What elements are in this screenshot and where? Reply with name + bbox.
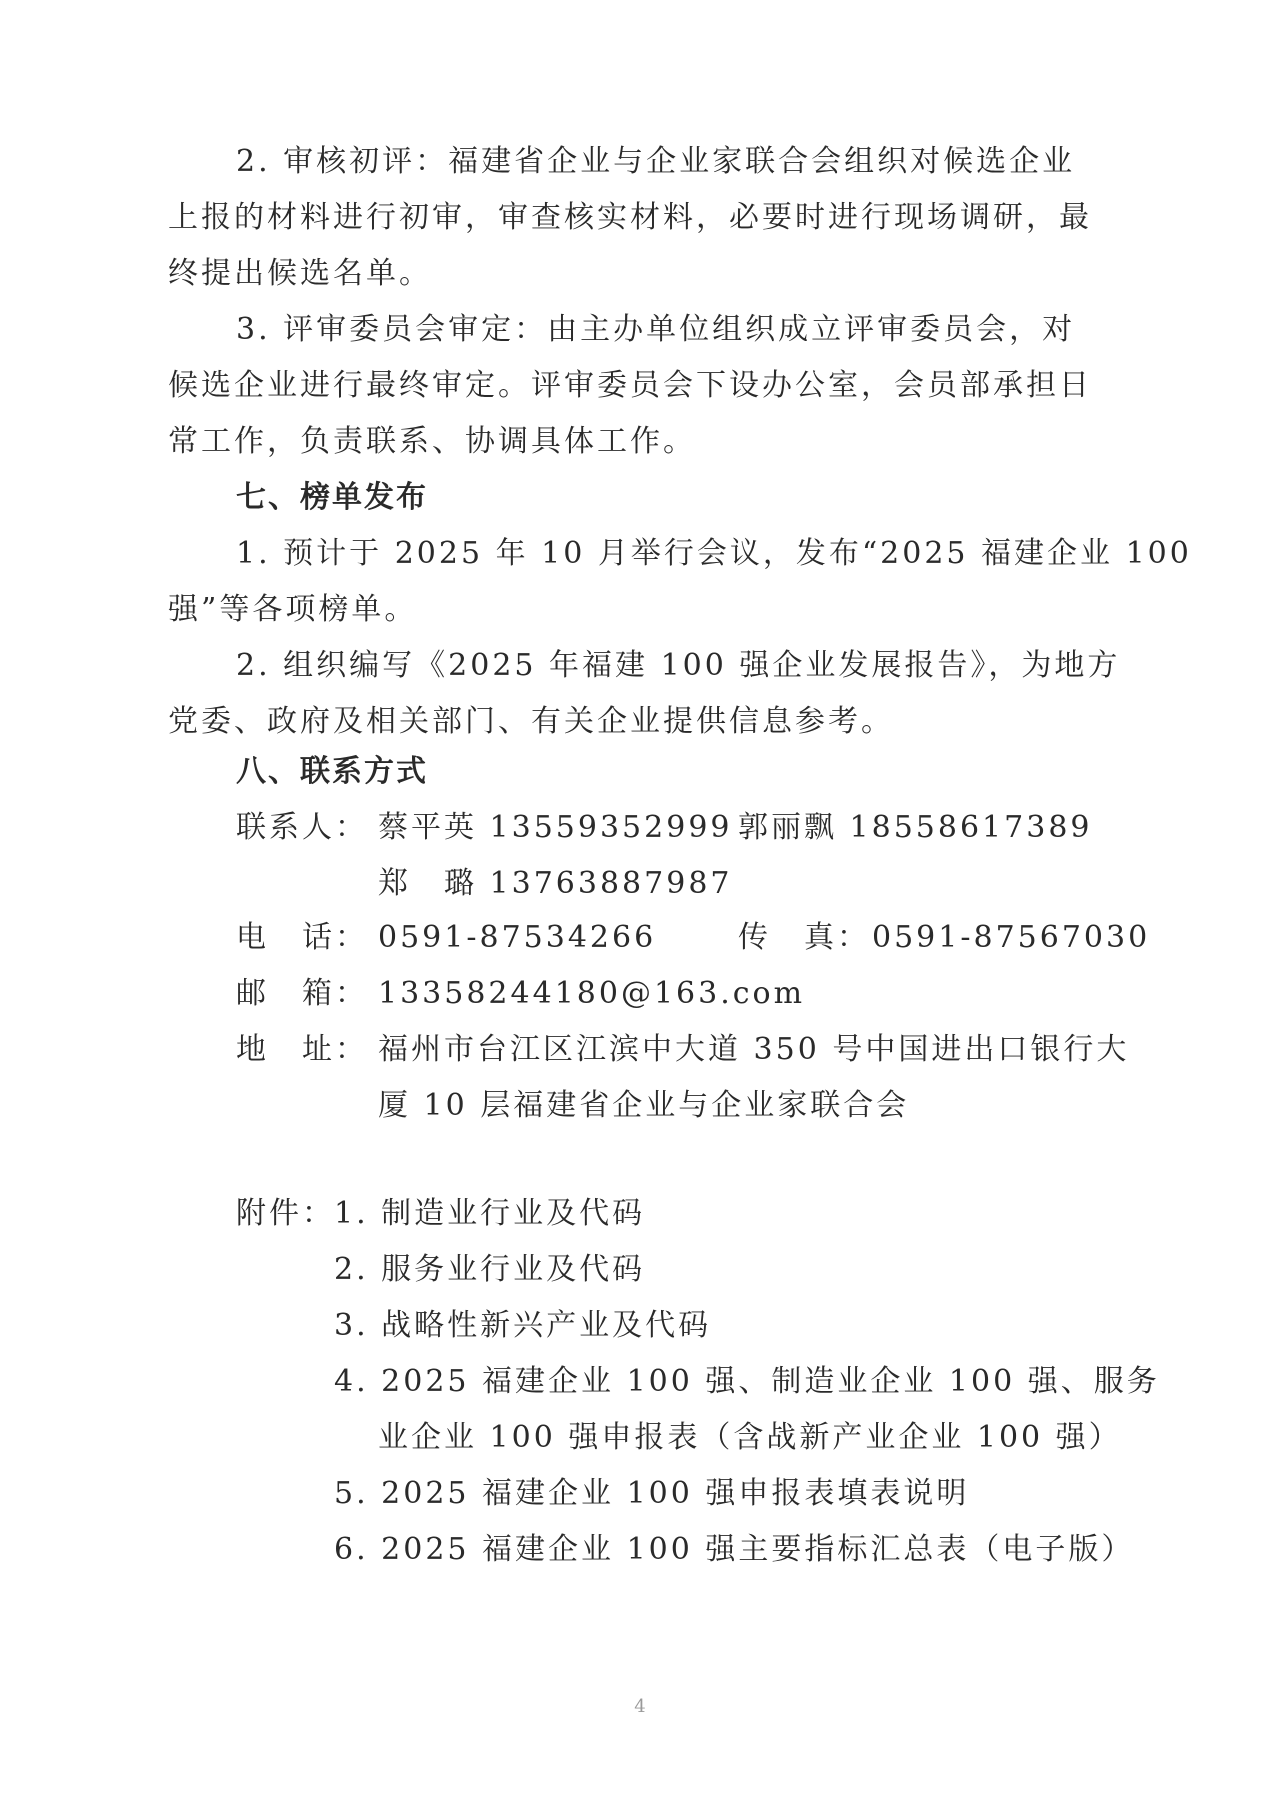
contact-person-1: 蔡平英 13559352999 [378, 810, 733, 845]
address-line-2: 厦 10 层福建省企业与企业家联合会 [378, 1088, 910, 1123]
release-item-1-line-2: 强”等各项榜单。 [168, 592, 418, 627]
email-label: 邮 箱： [236, 976, 368, 1011]
phone-label: 电 话： [236, 920, 368, 955]
attachments-label: 附件： [236, 1196, 335, 1231]
release-item-2-line-1: 2. 组织编写《2025 年福建 100 强企业发展报告》，为地方 [236, 648, 1121, 683]
review-item-2-line-2: 上报的材料进行初审，审查核实材料，必要时进行现场调研，最 [168, 200, 1092, 235]
review-item-3-line-2: 候选企业进行最终审定。评审委员会下设办公室，会员部承担日 [168, 368, 1092, 403]
contact-person-2: 郭丽飘 18558617389 [738, 810, 1093, 845]
release-item-2-line-2: 党委、政府及相关部门、有关企业提供信息参考。 [168, 704, 894, 739]
attachment-item: 2. 服务业行业及代码 [334, 1252, 646, 1287]
page-number: 4 [634, 1696, 646, 1717]
review-item-2-line-3: 终提出候选名单。 [168, 256, 432, 291]
email-address[interactable]: 13358244180@163.com [378, 976, 806, 1011]
address-label: 地 址： [236, 1032, 368, 1067]
attachment-item: 3. 战略性新兴产业及代码 [334, 1308, 712, 1343]
fax-label: 传 真： [738, 920, 870, 955]
review-item-2-line-1: 2. 审核初评：福建省企业与企业家联合会组织对候选企业 [236, 144, 1076, 179]
contact-label: 联系人： [236, 810, 368, 845]
release-item-1-line-1: 1. 预计于 2025 年 10 月举行会议，发布“2025 福建企业 100 [236, 536, 1192, 571]
address-line-1: 福州市台江区江滨中大道 350 号中国进出口银行大 [378, 1032, 1130, 1067]
section-heading-contact: 八、联系方式 [236, 754, 428, 789]
fax-number: 0591-87567030 [872, 920, 1151, 955]
attachment-item: 4. 2025 福建企业 100 强、制造业企业 100 强、服务 [334, 1364, 1160, 1399]
phone-number: 0591-87534266 [378, 920, 657, 955]
review-item-3-line-1: 3. 评审委员会审定：由主办单位组织成立评审委员会，对 [236, 312, 1076, 347]
attachment-item: 5. 2025 福建企业 100 强申报表填表说明 [334, 1476, 970, 1511]
attachment-item-continuation: 业企业 100 强申报表（含战新产业企业 100 强） [378, 1420, 1122, 1455]
section-heading-list-release: 七、榜单发布 [236, 480, 428, 515]
contact-person-3: 郑 璐 13763887987 [378, 866, 733, 901]
review-item-3-line-3: 常工作，负责联系、协调具体工作。 [168, 424, 696, 459]
attachment-item: 1. 制造业行业及代码 [334, 1196, 646, 1231]
attachment-item: 6. 2025 福建企业 100 强主要指标汇总表（电子版） [334, 1532, 1135, 1567]
